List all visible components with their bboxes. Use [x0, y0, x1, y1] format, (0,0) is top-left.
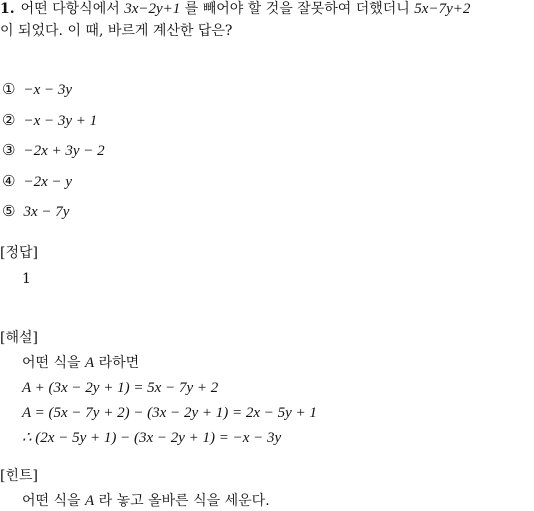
- question-line-1: [0, 0, 470, 18]
- question-line-2: [0, 22, 232, 40]
- answer-heading: [정답]: [0, 245, 38, 261]
- option-2-mark: ②: [2, 111, 16, 129]
- question-text-a: 어떤 다항식에서: [20, 1, 120, 17]
- option-2-expr: −x − 3y + 1: [23, 113, 98, 129]
- option-1-expr: −x − 3y: [23, 82, 73, 98]
- option-3-mark: ③: [2, 141, 16, 159]
- option-1-mark: ①: [2, 80, 16, 98]
- option-5-expr: 3x − 7y: [23, 204, 70, 220]
- hint-var: A: [85, 493, 95, 509]
- explanation-eq-2: A = (5x − 7y + 2) − (3x − 2y + 1) = 2x − 5y + 1: [22, 405, 317, 421]
- hint-heading: [힌트]: [0, 468, 38, 484]
- option-5-mark: ⑤: [2, 202, 16, 220]
- hint-text-a: 어떤 식을: [22, 493, 81, 509]
- explanation-eq-3: ∴ (2x − 5y + 1) − (3x − 2y + 1) = −x − 3y: [22, 430, 282, 446]
- hint-text-b: 라 놓고 올바른 식을 세운다.: [98, 493, 270, 509]
- option-3-expr: −2x + 3y − 2: [23, 143, 105, 159]
- explanation-eq-1: A + (3x − 2y + 1) = 5x − 7y + 2: [22, 380, 219, 396]
- option-5[interactable]: [2, 202, 69, 221]
- hint-text: [22, 492, 270, 510]
- question-number: 1.: [0, 1, 15, 17]
- explanation-heading: [해설]: [0, 330, 38, 346]
- explanation-intro-a: 어떤 식을: [22, 355, 81, 371]
- explanation-intro-b: 라하면: [98, 355, 140, 371]
- explanation-intro-var: A: [85, 355, 95, 371]
- question-math-a: 3x−2y+1: [124, 1, 181, 17]
- question-text-line2: 이 되었다. 이 때, 바르게 계산한 답은?: [0, 23, 233, 39]
- question-math-b: 5x−7y+2: [414, 1, 471, 17]
- option-4-expr: −2x − y: [23, 174, 73, 190]
- question-text-b: 를 빼어야 할 것을 잘못하여 더했더니: [184, 1, 410, 17]
- explanation-intro: [22, 354, 139, 372]
- option-1[interactable]: [2, 80, 72, 99]
- answer-value: 1: [22, 271, 31, 287]
- option-2[interactable]: [2, 111, 97, 130]
- option-4-mark: ④: [2, 172, 16, 190]
- option-3[interactable]: [2, 141, 105, 160]
- option-4[interactable]: [2, 172, 72, 191]
